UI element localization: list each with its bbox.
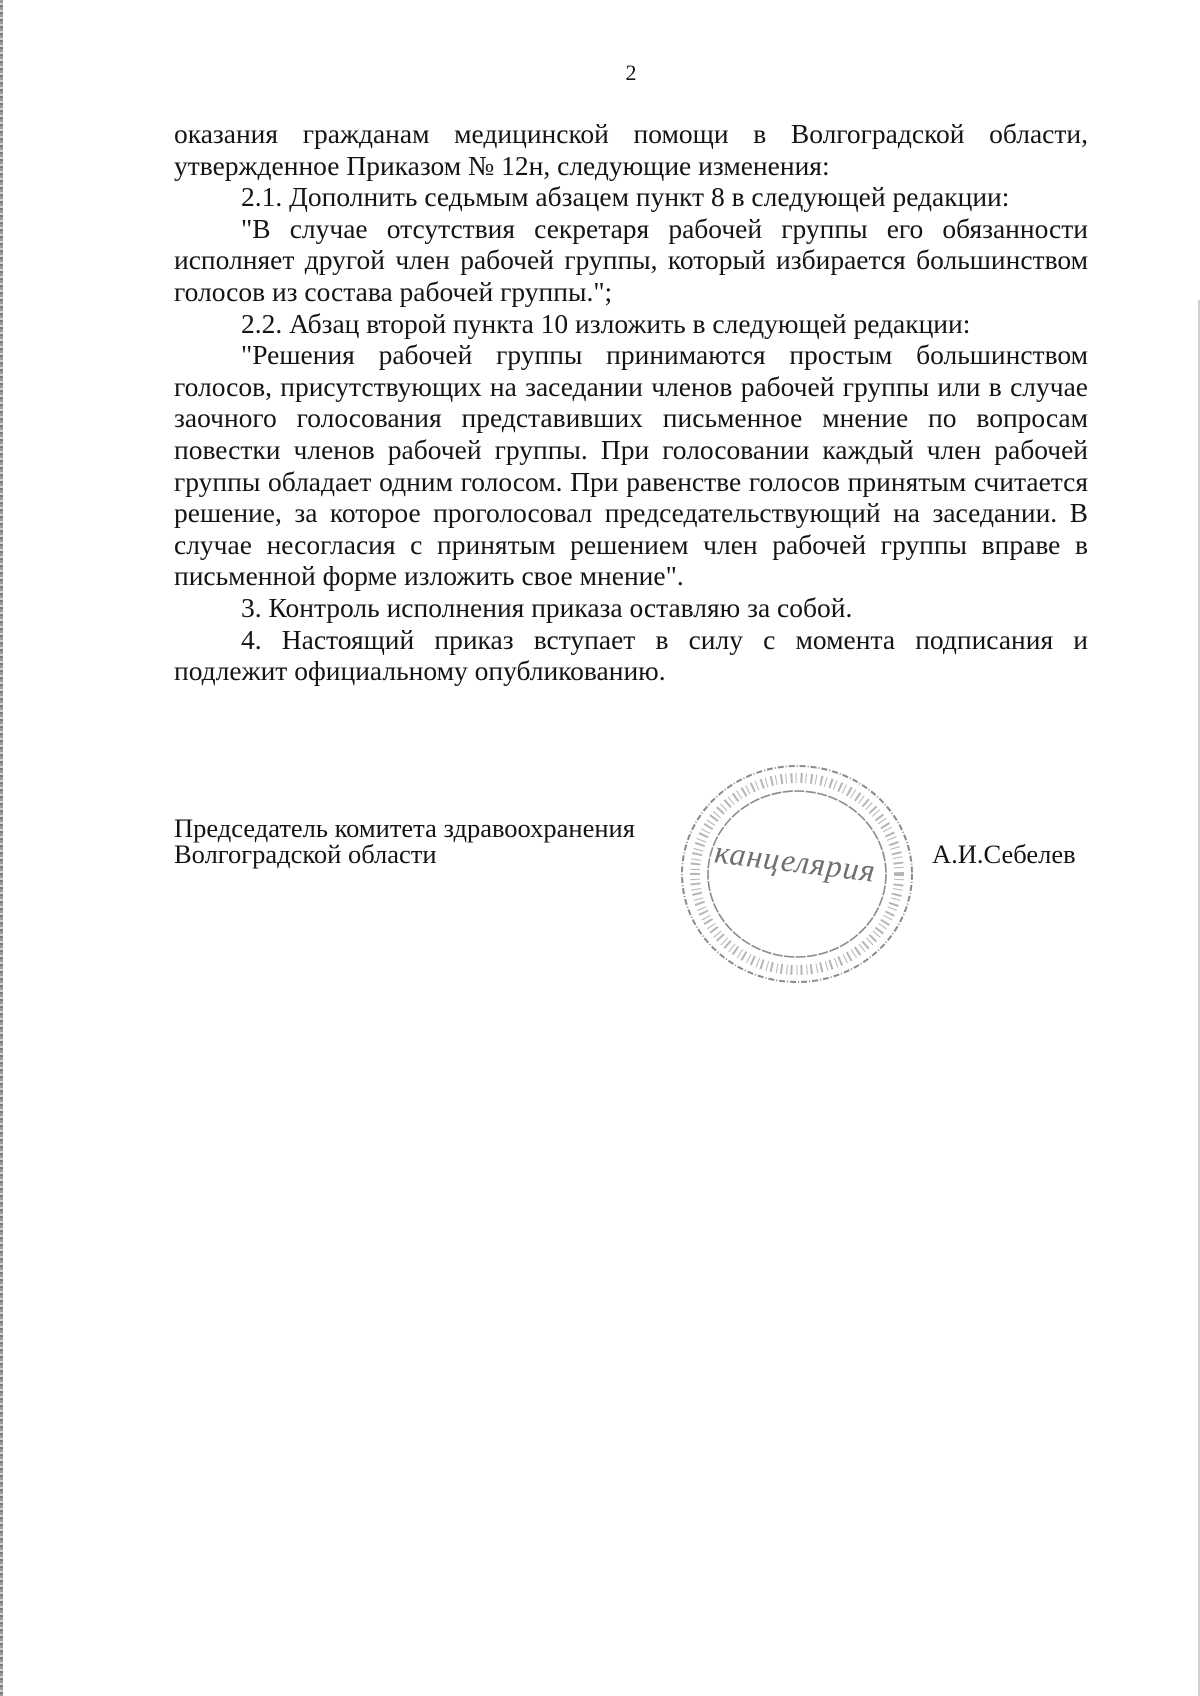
- page-number: 2: [625, 60, 637, 85]
- paragraph-item-2-2: 2.2. Абзац второй пункта 10 изложить в следующей редакции:: [241, 307, 971, 339]
- document-body: [174, 118, 1088, 687]
- paragraph-quote-2-2: "Решения рабочей группы принимаются простым большинством голосов, присутствующих на заседании членов рабочей группы или в случае заочного голосования представивших письменное мнение по вопросам повестки членов рабочей группы. При голосовании каждый член рабочей группы обладает одним голосом. При равенстве голосов принятым считается решение, за которое проголосовал председательствующий на заседании. В случае несогласия с принятым решением член рабочей группы вправе в письменной форме изложить свое мнение".: [174, 339, 1088, 592]
- signatory-position-line-2: Волгоградской области: [174, 839, 437, 869]
- scan-edge-left: [0, 0, 3, 1696]
- paragraph-item-3: 3. Контроль исполнения приказа оставляю за собой.: [241, 591, 853, 623]
- paragraph-quote-2-1: "В случае отсутствия секретаря рабочей группы его обязанности исполняет другой член рабочей группы, который избирается большинством голосов из состава рабочей группы.";: [174, 212, 1088, 307]
- signatory-position: [174, 815, 635, 867]
- office-stamp: [674, 758, 920, 990]
- signatory-name: А.И.Себелев: [932, 839, 1076, 869]
- paragraph-item-4: 4. Настоящий приказ вступает в силу с момента подписания и подлежит официальному опубликованию.: [174, 623, 1088, 687]
- signatory-position-line-1: Председатель комитета здравоохранения: [174, 813, 635, 843]
- paragraph-item-2-1: 2.1. Дополнить седьмым абзацем пункт 8 в следующей редакции:: [241, 181, 1010, 213]
- stamp-center-text: канцелярия: [712, 833, 878, 889]
- paragraph-continuation: оказания гражданам медицинской помощи в Волгоградской области, утвержденное Приказом № 12н, следующие изменения:: [174, 118, 1088, 181]
